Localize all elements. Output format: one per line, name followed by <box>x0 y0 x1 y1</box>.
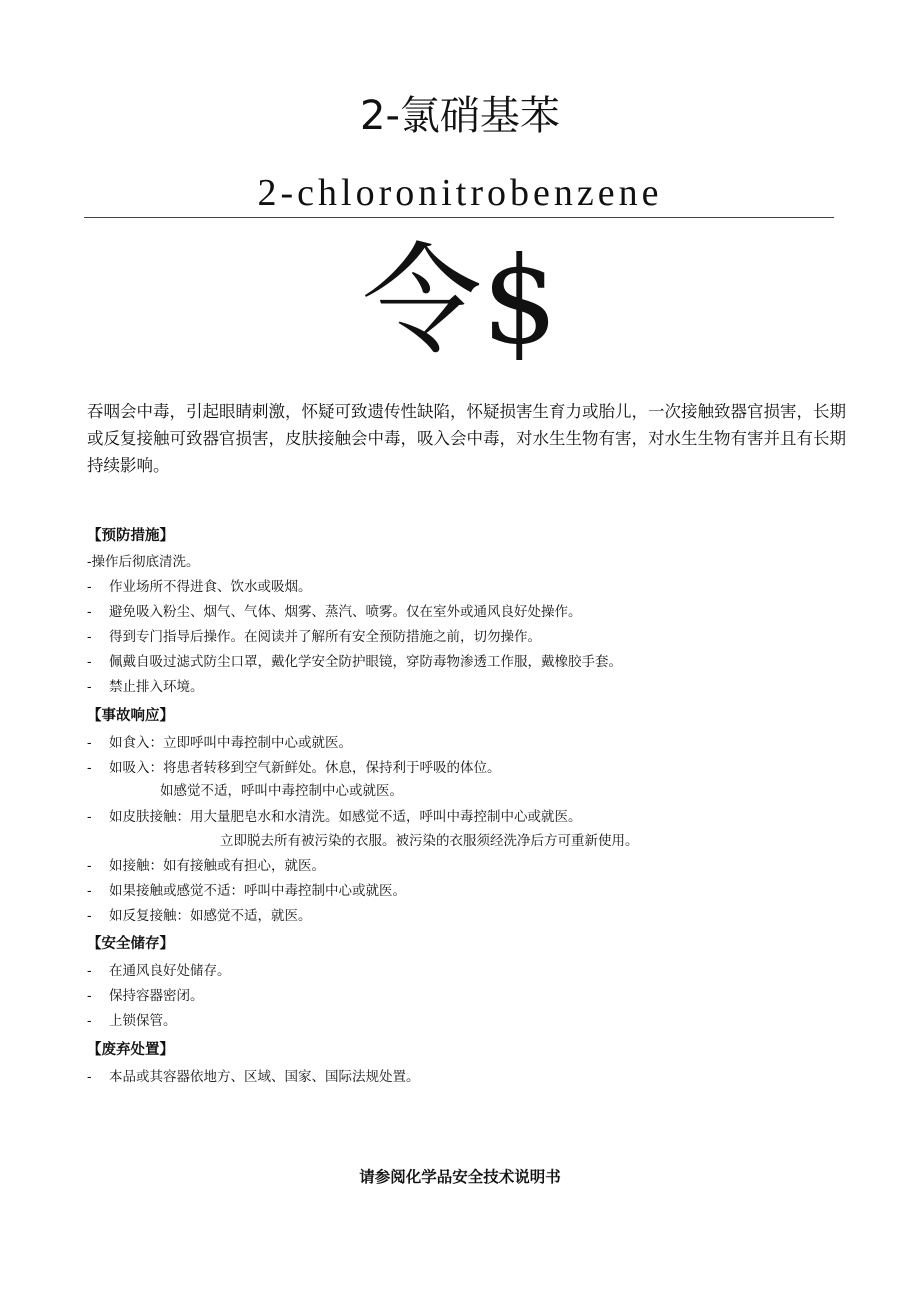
prevention-item-text: 作业场所不得进食、饮水或吸烟。 <box>109 579 312 595</box>
prevention-item-text: 得到专门指导后操作。在阅读并了解所有安全预防措施之前，切勿操作。 <box>109 629 541 645</box>
bullet-dash: - <box>87 604 92 620</box>
bullet-dash: - <box>87 1069 92 1085</box>
disposal-item-text: 本品或其容器依地方、区域、国家、国际法规处置。 <box>109 1069 420 1085</box>
response-item-text: 如反复接触：如感觉不适，就医。 <box>109 908 312 924</box>
response-item-text: 如食入：立即呼叫中毒控制中心或就医。 <box>109 735 352 751</box>
prevention-item-text: 佩戴自吸过滤式防尘口罩，戴化学安全防护眼镜，穿防毒物渗透工作服，戴橡胶手套。 <box>109 654 622 670</box>
response-item <box>87 733 352 753</box>
storage-item-text: 保持容器密闭。 <box>109 988 204 1004</box>
bullet-dash: - <box>87 988 92 1004</box>
response-item <box>87 906 312 926</box>
hazard-pictograms: 令$ <box>361 232 559 371</box>
hazard-statement: 吞咽会中毒，引起眼睛刺激，怀疑可致遗传性缺陷，怀疑损害生育力或胎儿，一次接触致器官损害，长期或反复接触可致器官损害，皮肤接触会中毒，吸入会中毒，对水生生物有害，对水生生物有害并且有长期持续影响。 <box>87 402 846 475</box>
bullet-dash: - <box>87 963 92 979</box>
response-item <box>87 758 501 778</box>
bullet-dash: - <box>87 735 92 751</box>
english-title: 2-chloronitrobenzene <box>257 172 663 214</box>
response-item-text: 如接触：如有接触或有担心，就医。 <box>109 858 325 874</box>
disposal-heading: 【废弃处置】 <box>87 1042 174 1058</box>
storage-item <box>87 1011 177 1031</box>
title-divider <box>84 217 834 218</box>
storage-item-text: 在通风良好处储存。 <box>109 963 231 979</box>
response-item <box>87 881 406 901</box>
storage-heading: 【安全储存】 <box>87 936 174 952</box>
response-item-text: 如皮肤接触：用大量肥皂水和水清洗。如感觉不适，呼叫中毒控制中心或就医。 <box>109 809 582 825</box>
bullet-dash: - <box>87 809 92 825</box>
prevention-item-text: 禁止排入环境。 <box>109 679 204 695</box>
response-item-continuation: 立即脱去所有被污染的衣服。被污染的衣服须经洗净后方可重新使用。 <box>220 833 639 849</box>
prevention-item-text: 避免吸入粉尘、烟气、气体、烟雾、蒸汽、喷雾。仅在室外或通风良好处操作。 <box>109 604 582 620</box>
bullet-dash: - <box>87 858 92 874</box>
page-title: 2-氯硝基苯 <box>360 93 560 139</box>
prevention-item <box>87 627 541 647</box>
response-item-continuation: 如感觉不适，呼叫中毒控制中心或就医。 <box>160 783 403 799</box>
response-heading: 【事故响应】 <box>87 708 174 724</box>
bullet-dash: - <box>87 1013 92 1029</box>
bullet-dash: - <box>87 760 92 776</box>
bullet-dash: - <box>87 654 92 670</box>
bullet-dash: - <box>87 579 92 595</box>
bullet-dash: - <box>87 883 92 899</box>
storage-item-text: 上锁保管。 <box>109 1013 177 1029</box>
prevention-item <box>87 677 204 697</box>
bullet-dash: - <box>87 908 92 924</box>
prevention-heading: 【预防措施】 <box>87 528 174 544</box>
prevention-item <box>87 652 622 672</box>
response-item-text: 如吸入：将患者转移到空气新鲜处。休息，保持利于呼吸的体位。 <box>109 760 501 776</box>
bullet-dash: - <box>87 679 92 695</box>
prevention-item: -操作后彻底清洗。 <box>87 554 200 570</box>
response-item <box>87 856 325 876</box>
response-item-text: 如果接触或感觉不适：呼叫中毒控制中心或就医。 <box>109 883 406 899</box>
sds-reference-note: 请参阅化学品安全技术说明书 <box>359 1168 561 1186</box>
prevention-item <box>87 577 312 597</box>
bullet-dash: - <box>87 629 92 645</box>
storage-item <box>87 961 231 981</box>
response-item <box>87 807 582 827</box>
prevention-item <box>87 602 582 622</box>
storage-item <box>87 986 204 1006</box>
disposal-item <box>87 1067 420 1087</box>
